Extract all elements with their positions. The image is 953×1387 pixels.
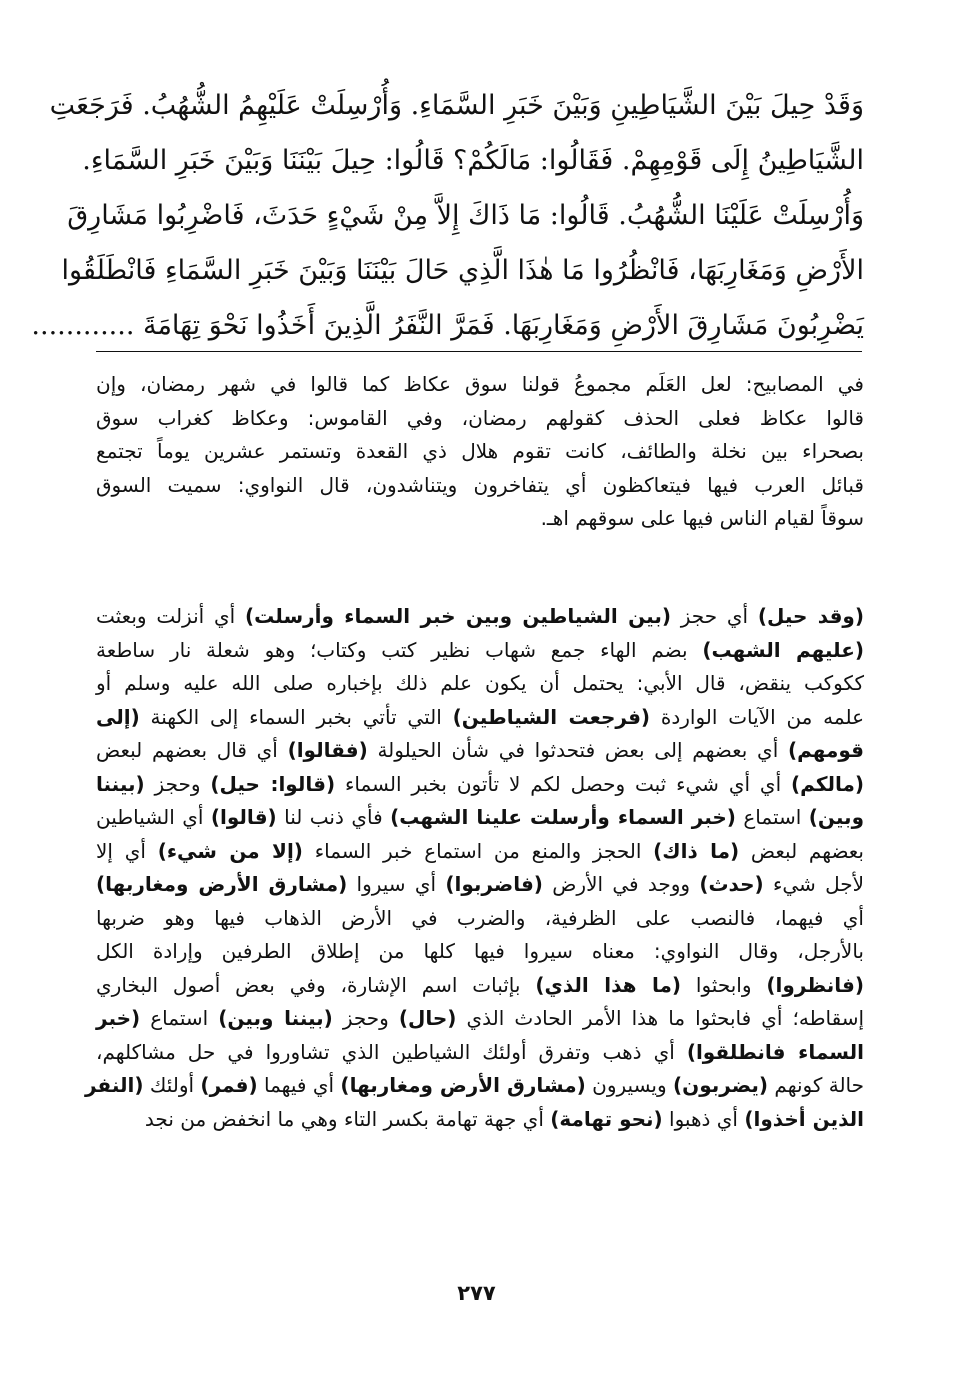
commentary-text: بالأرجل، وقال النواوي: معناه سيروا فيها كلها من إطلاق الطرفين وإرادة الكل (96, 939, 864, 963)
footnote (96, 368, 864, 536)
hadith-text (31, 78, 864, 353)
quoted-phrase: (بيننا (96, 771, 145, 796)
commentary-text: أي أي شيء ثبت وحصل لكم لا تأتون بخبر السماء (335, 771, 792, 796)
commentary-text: أي ذهب وتفرق أولئك الشياطين الذي تشاوروا في حل مشاكلهم، (96, 1039, 687, 1064)
quoted-phrase: (مالكم) (791, 771, 865, 796)
quoted-phrase: (ما هذا الذي) (535, 972, 682, 997)
quoted-phrase: (وقد حيل) (757, 604, 864, 628)
commentary-text: بإثبات اسم الإشارة، وفي بعض أصول البخاري (96, 972, 536, 997)
commentary-line (96, 701, 864, 735)
quoted-phrase: (فقالوا) (287, 738, 368, 762)
commentary-line (96, 868, 864, 902)
quoted-phrase: (فمر) (200, 1073, 258, 1097)
commentary-text: أي فيهما (257, 1073, 341, 1097)
quoted-phrase: (قالوا) (210, 805, 277, 829)
commentary-text: أي بعضهم إلى بعض فتحدثوا في شأن الحيلولة (367, 738, 788, 762)
commentary-text: وابحثوا (681, 972, 767, 997)
commentary-text: لأجل شيء (763, 872, 865, 896)
commentary-text: أي سيروا (347, 872, 446, 896)
quoted-phrase: الذين أخذوا) (744, 1106, 864, 1131)
commentary-text: ويسيرون (585, 1073, 673, 1097)
commentary-text: بضم الهاء جمع شهاب نظير كتب وكتاب؛ وهو شعلة نار ساطعة (96, 637, 703, 662)
quoted-phrase: (خبر (96, 1006, 141, 1030)
commentary-line (96, 768, 864, 802)
commentary-text: التي تأتي بخبر السماء إلى الكهنة (139, 704, 453, 729)
commentary-text: بعضهم لبعض (739, 838, 864, 863)
page-number: ٢٧٧ (457, 1281, 496, 1305)
commentary-text: حالة كونهم (768, 1073, 864, 1097)
commentary-text: ووجد في الأرض (542, 872, 700, 896)
commentary-text: ككوكب ينقض، قال الأبي: يحتمل أن يكون علم ذلك بإخباره صلى الله عليه وسلم أو (96, 671, 864, 695)
commentary-text: أولئك (143, 1073, 201, 1097)
commentary-text: الحجز والمنع من استماع خبر السماء (302, 838, 654, 863)
commentary-text: أي جهة تهامة بكسر التاء وهي ما انخفض من نجد (144, 1106, 551, 1131)
commentary-text: أي إلا (96, 838, 158, 863)
hadith-line: وَأُرْسِلَتْ عَلَيْنَا الشُّهُبُ. قَالُوا: مَا ذَاكَ إِلاَّ مِنْ شَيْءٍ حَدَثَ، فَاضْرِبُوا مَشَارِقَ (67, 200, 864, 231)
quoted-phrase: (عليهم الشهب) (702, 637, 864, 662)
commentary-line (96, 667, 864, 701)
quoted-phrase: قومهم) (787, 738, 864, 762)
commentary-text: أي الشياطين (96, 805, 211, 829)
commentary-text: إسقاطه؛ أي فابحثوا ما هذا الأمر الحادث الذي (456, 1006, 865, 1030)
quoted-phrase: (فانظروا) (766, 972, 865, 997)
commentary-line (96, 902, 864, 936)
commentary-text: أي حجز (670, 604, 758, 628)
quoted-phrase: (النفر (84, 1073, 144, 1097)
footnote-divider (96, 351, 862, 352)
quoted-phrase: (فرجعت الشياطين) (452, 704, 651, 729)
quoted-phrase: (بين الشياطين وبين خبر السماء وأرسلت) (244, 604, 671, 628)
hadith-line: يَضْرِبُونَ مَشَارِقَ الأَرْضِ وَمَغَارِبَهَا. فَمَرَّ النَّفَرُ الَّذِينَ أَخَذُوا نَحْوَ تِهَامَةَ ............ (31, 310, 864, 341)
commentary-line (96, 969, 864, 1003)
quoted-phrase: السماء فانطلقوا) (686, 1039, 864, 1064)
quoted-phrase: (بيننا وبين) (218, 1006, 333, 1030)
commentary-text: أي أنزلت وبعثت (96, 604, 245, 628)
commentary-text: علمه من الآيات الواردة (650, 704, 865, 729)
commentary-text: فأي ذنب لنا (276, 805, 391, 829)
commentary-line (96, 634, 864, 668)
quoted-phrase: (خبر السماء وأرسلت علينا الشهب) (390, 805, 736, 829)
commentary-line (96, 801, 864, 835)
commentary-line (96, 600, 864, 634)
footnote-line: في المصابيح: لعل العَلَم مجموعُ قولنا سوق عكاظ كما قالوا في شهر رمضان، وإن (96, 372, 864, 396)
commentary-text: استماع (735, 805, 809, 829)
commentary-line (96, 734, 864, 768)
commentary-line (96, 935, 864, 969)
commentary-text: أي قال بعضهم لبعض (96, 738, 288, 762)
quoted-phrase: (يضربون) (673, 1073, 769, 1097)
commentary-text: وحجز (332, 1006, 399, 1030)
footnote-line: سوقاً لقيام الناس فيها على سوقهم اهـ. (540, 506, 864, 531)
hadith-line: الأَرْضِ وَمَغَارِبَهَا، فَانْظُرُوا مَا هٰذَا الَّذِي حَالَ بَيْنَنَا وَبَيْنَ خَبَرِ السَّمَاءِ فَانْطَلَقُوا (61, 255, 864, 286)
commentary-line (96, 1103, 864, 1137)
commentary (84, 600, 865, 1136)
quoted-phrase: (إلى (96, 704, 140, 729)
quoted-phrase: (نحو تهامة) (550, 1106, 663, 1131)
quoted-phrase: (ما ذاك) (653, 838, 740, 863)
commentary-line (84, 1069, 864, 1103)
quoted-phrase: (مشارق الأرض ومغاربها) (96, 872, 348, 896)
commentary-line (96, 1002, 864, 1036)
quoted-phrase: (إلا من شيء) (157, 838, 303, 863)
commentary-text: وحجز (144, 771, 211, 796)
quoted-phrase: وبين) (808, 805, 864, 829)
footnote-line: بصحراء بين نخلة والطائف، كانت تقوم هلال ذي القعدة وتستمر عشرين يوماً تجتمع (96, 439, 864, 464)
footnote-line: قبائل العرب فيها فيتعاكظون أي يتفاخرون ويتناشدون، قال النواوي: سميت السوق (96, 472, 864, 497)
commentary-text: أي فيهما، فالنصب على الظرفية، والضرب في الأرض الذهاب فيها وهو ضربها (96, 905, 864, 930)
quoted-phrase: (فاضربوا) (445, 872, 543, 896)
quoted-phrase: (مشارق الأرض ومغاربها) (340, 1073, 586, 1097)
commentary-line (96, 835, 864, 869)
commentary-text: استماع (140, 1006, 219, 1030)
quoted-phrase: (حدث) (699, 872, 764, 896)
commentary-line (96, 1036, 864, 1070)
footnote-line: قالوا عكاظ فعلى الحذف كقولهم رمضان، وفي القاموس: وعكاظ كغراب سوق (96, 405, 864, 430)
quoted-phrase: (حال) (398, 1006, 457, 1030)
hadith-line: وَقَدْ حِيلَ بَيْنَ الشَّيَاطِينِ وَبَيْنَ خَبَرِ السَّمَاءِ. وَأُرْسِلَتْ عَلَيْهِمُ الشُّهُبُ. فَرَجَعَتِ (49, 90, 864, 121)
quoted-phrase: (قالوا: حيل) (210, 771, 336, 796)
hadith-line: الشَّيَاطِينُ إِلَى قَوْمِهِمْ. فَقَالُوا: مَالَكُمْ؟ قَالُوا: حِيلَ بَيْنَنَا وَبَيْنَ خَبَرِ السَّمَاءِ. (82, 145, 864, 176)
commentary-text: أي ذهبوا (662, 1106, 745, 1131)
